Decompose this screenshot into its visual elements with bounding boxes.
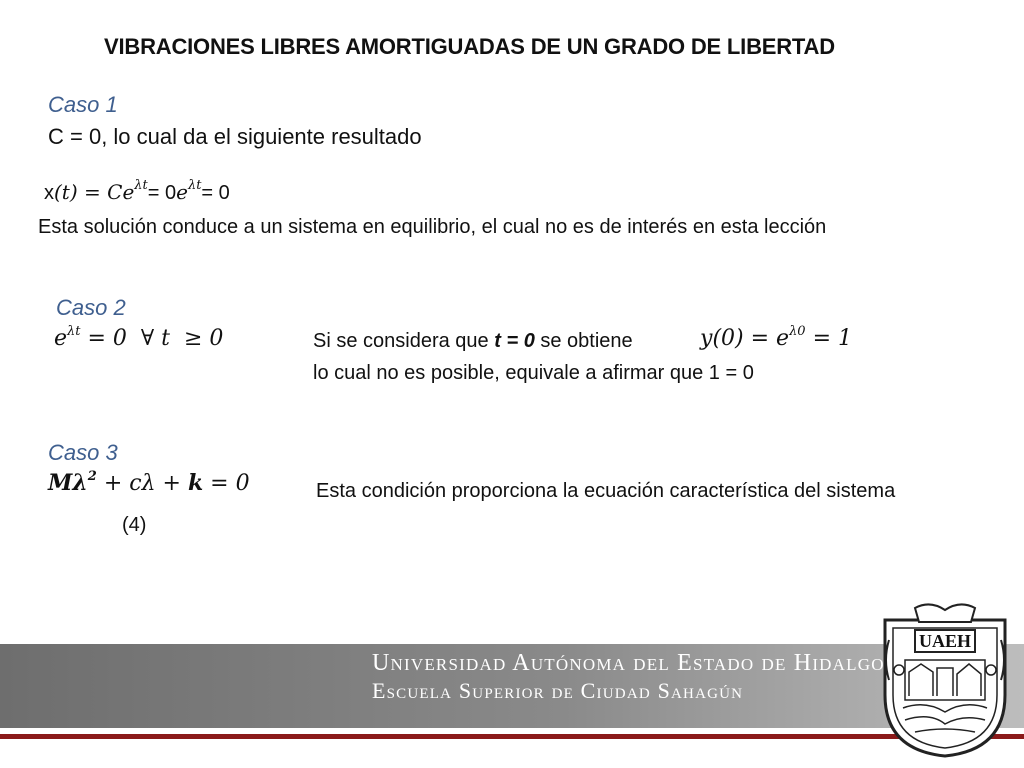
caso2-eq-y: y <box>700 326 713 351</box>
caso3-note: Esta condición proporciona la ecuación característica del sistema <box>316 480 896 502</box>
caso2-text-before: Si se considera que <box>313 330 495 352</box>
uaeh-seal-logo <box>875 600 1015 758</box>
caso2-eq-y-rest: (0) = <box>712 326 777 351</box>
caso3-eq-M: Mλ <box>48 470 88 496</box>
caso3-equation <box>48 470 250 496</box>
svg-text:UAEH: UAEH <box>918 631 972 651</box>
caso2-eq-exp: λt <box>67 324 81 340</box>
caso1-eq-end: = 0 <box>201 182 230 204</box>
footer-school: Escuela Superior de Ciudad Sahagún <box>372 678 744 703</box>
caso3-eq-end: = 0 <box>203 471 250 496</box>
caso3-eq-k: k <box>187 470 204 496</box>
caso1-equation <box>44 180 230 205</box>
caso1-line: C = 0, lo cual da el siguiente resultado <box>48 124 422 149</box>
footer-university: Universidad Autónoma del Estado de Hidalgo <box>372 650 885 676</box>
caso3-eq-mid: + cλ + <box>96 471 188 496</box>
caso2-line2: lo cual no es posible, equivale a afirmar que 1 = 0 <box>313 362 754 384</box>
caso1-eq-C: Ce <box>107 180 135 204</box>
caso1-note: Esta solución conduce a un sistema en equilibrio, el cual no es de interés en esta lección <box>38 216 827 238</box>
caso1-eq-prefix: x <box>44 182 54 204</box>
caso2-heading: Caso 2 <box>56 295 126 320</box>
caso2-equation <box>54 326 223 351</box>
caso2-text <box>313 330 633 353</box>
caso1-heading: Caso 1 <box>48 92 118 117</box>
caso3-eq-M-exp: 2 <box>87 469 97 485</box>
caso1-eq-eq: = <box>77 180 108 204</box>
caso2-y-equation <box>700 326 852 351</box>
caso2-text-bold: t = 0 <box>494 330 535 352</box>
slide-title: VIBRACIONES LIBRES AMORTIGUADAS DE UN GRADO DE LIBERTAD <box>104 34 835 59</box>
footer-red-line <box>0 734 1024 739</box>
caso3-eq-number: (4) <box>122 514 147 536</box>
caso2-eq-y-end: = 1 <box>805 326 852 351</box>
caso2-eq-y-exp: λ0 <box>789 324 806 340</box>
caso1-eq-e: e <box>176 180 188 204</box>
caso2-eq-rest: = 0 ∀ t ≥ 0 <box>80 326 224 351</box>
caso2-text-after: se obtiene <box>534 330 633 352</box>
caso3-heading: Caso 3 <box>48 440 118 465</box>
caso2-eq-e: e <box>54 326 68 351</box>
caso1-eq-exp: λt <box>134 178 148 194</box>
caso1-eq-exp2: λt <box>187 178 202 194</box>
caso2-eq-y-e: e <box>776 326 790 351</box>
caso1-eq-t: (t) <box>54 180 78 204</box>
caso1-eq-mid: = 0 <box>147 182 177 204</box>
